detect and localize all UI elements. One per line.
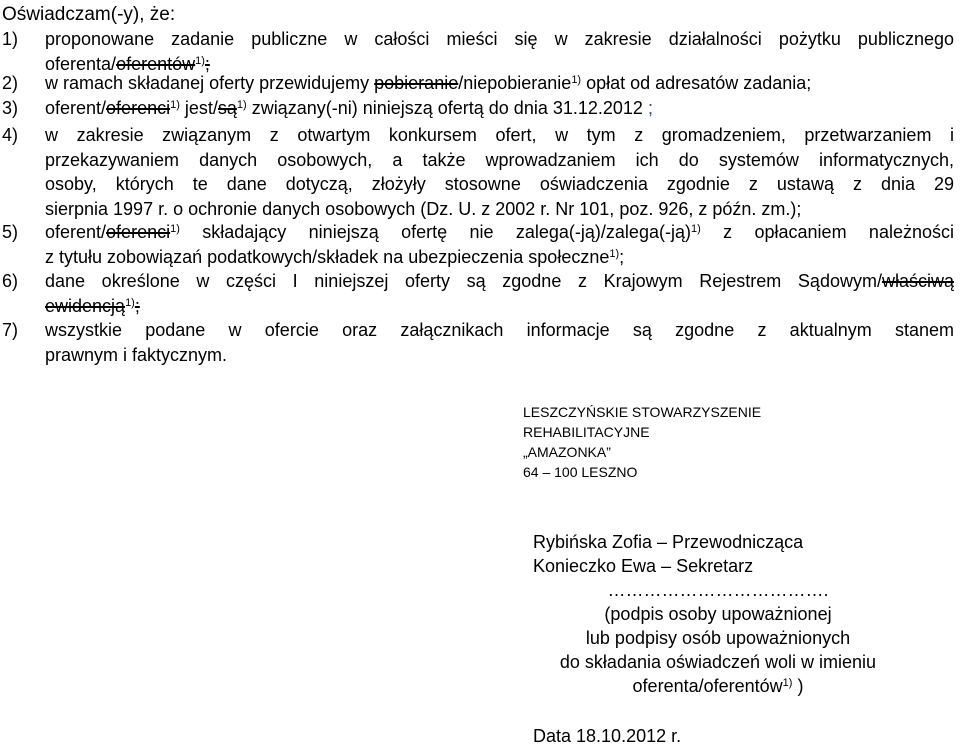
statement-item-1 [2, 27, 954, 76]
declaration-heading: Oświadczam(-y), że: [2, 4, 176, 25]
statement-item-3 [2, 96, 954, 121]
organization-stamp [523, 402, 761, 482]
item-1-line-2: oferenta/oferentów$^{1)}$; [45, 53, 210, 74]
item-number: 1) [2, 29, 19, 49]
item-7-line-2: prawnym i faktycznym. [45, 344, 228, 365]
signatory-name: Rybińska Zofia – Przewodnicząca [533, 532, 804, 552]
item-number: 2) [2, 73, 19, 93]
signature-caption-line: (podpis osoby upoważnionej [604, 604, 832, 624]
struck-text: oferenci [106, 222, 171, 242]
item-4-line-3: osoby, których te dane dotyczą, złożyły stosowne oświadczenia zgodnie z ustawą z dnia 29 [45, 174, 954, 194]
item-1-line-1: proponowane zadanie publiczne w całości mieści się w zakresie działalności pożytku publicznego [45, 29, 954, 49]
signature-caption-line: lub podpisy osób upoważnionych [585, 628, 851, 648]
signature-caption-line: do składania oświadczeń woli w imieniu [559, 652, 877, 672]
stamp-line: LESZCZYŃSKIE STOWARZYSZENIE [523, 404, 762, 420]
struck-text: ewidencją [45, 295, 126, 316]
item-7-line-1: wszystkie podane w ofercie oraz załącznikach informacje są zgodne z aktualnym stanem [45, 320, 954, 340]
item-number: 7) [2, 320, 19, 340]
stamp-line: REHABILITACYJNE [523, 424, 650, 440]
statement-item-5 [2, 220, 954, 269]
stamp-line: 64 – 100 LESZNO [523, 464, 638, 480]
item-2-text: w ramach składanej oferty przewidujemy pobieranie/niepobieranie$^{1)}$ opłat od adresatów zadania; [45, 73, 812, 93]
signature-block [533, 530, 877, 696]
item-4-line-1: w zakresie związanym z otwartym konkursem ofert, w tym z gromadzeniem, przetwarzaniem i [45, 125, 954, 145]
statement-item-2 [2, 71, 954, 96]
signing-date: Data 18.10.2012 r. [533, 726, 682, 746]
signatory-name: Konieczko Ewa – Sekretarz [533, 556, 754, 576]
struck-text: są [217, 98, 237, 118]
item-number: 6) [2, 271, 19, 291]
item-number: 4) [2, 125, 19, 145]
statement-item-7 [2, 318, 954, 367]
item-5-line-1: oferent/oferenci$^{1)}$ składający niniejszą ofertę nie zalega(-ją)/zalega(-ją)$^{1)}$ z opłacaniem należności [45, 222, 954, 242]
signature-caption-line: oferenta/oferentów$^{1)}$ ) [632, 676, 804, 696]
statement-item-4 [2, 123, 954, 221]
statement-item-6 [2, 269, 954, 318]
item-5-line-2: z tytułu zobowiązań podatkowych/składek na ubezpieczenia społeczne$^{1)}$; [45, 246, 625, 267]
struck-text: oferentów [116, 53, 196, 74]
item-4-line-4: sierpnia 1997 r. o ochronie danych osobowych (Dz. U. z 2002 r. Nr 101, poz. 926, z późn. zm.); [45, 198, 802, 219]
item-6-line-1: dane określone w części I niniejszej oferty są zgodne z Krajowym Rejestrem Sądowym/właściwą [45, 271, 954, 291]
signature-dots: ………………………………. [607, 580, 829, 600]
item-number: 3) [2, 98, 19, 118]
struck-text: pobieranie [374, 73, 459, 93]
item-3-text: oferent/oferenci$^{1)}$ jest/$są^{1)}$ związany(-ni) niniejszą ofertą do dnia 31.12.2012 ; [45, 98, 653, 118]
stamp-line: „AMAZONKA” [523, 444, 611, 460]
struck-text: oferenci [106, 98, 171, 118]
struck-text: właściwą [881, 271, 954, 291]
item-6-line-2: ewidencją$^{1)}$; [45, 295, 140, 316]
item-number: 5) [2, 222, 19, 242]
item-4-line-2: przekazywaniem danych osobowych, a także wprowadzaniem ich do systemów informatycznych, [45, 149, 954, 170]
